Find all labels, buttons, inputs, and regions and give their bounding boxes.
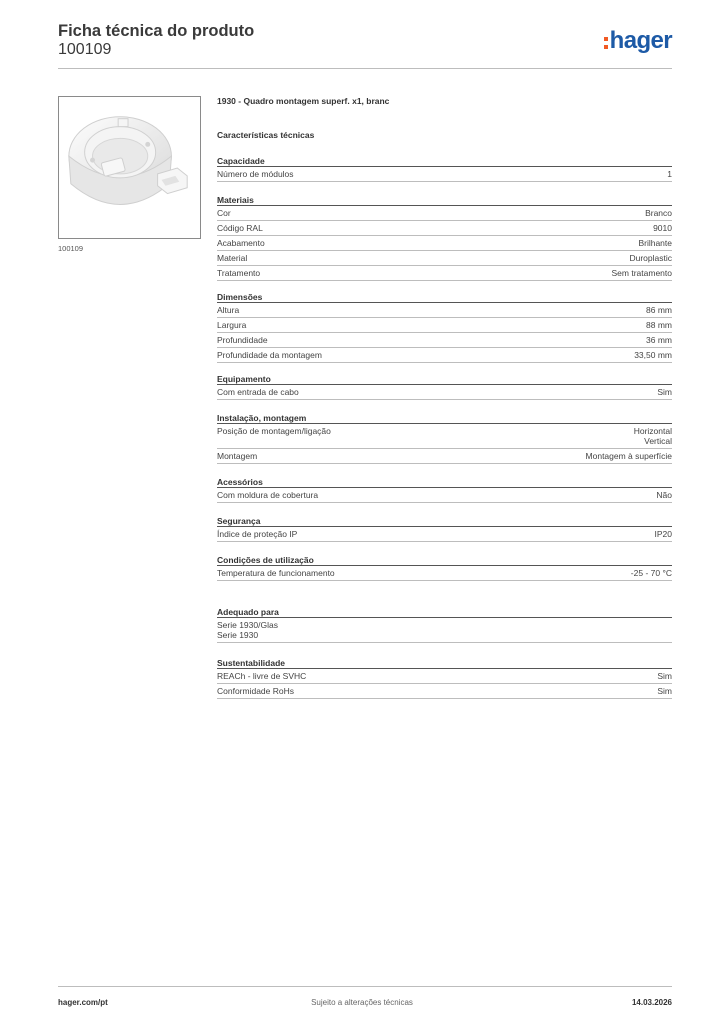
surface-box-illustration [59,97,200,238]
spec-row [217,333,672,348]
footer-date: 14.03.2026 [631,998,672,1007]
spec-label: Profundidade [217,335,268,345]
spec-label: Largura [217,320,247,330]
section-title: Sustentabilidade [217,657,672,669]
spec-label: Número de módulos [217,169,294,179]
spec-row [217,348,672,363]
page-title: Ficha técnica do produto [58,22,255,40]
spec-label: Temperatura de funcionamento [217,568,335,578]
spec-label: Código RAL [217,223,263,233]
spec-label: Índice de proteção IP [217,529,298,539]
spec-value: 88 mm [646,320,672,330]
spec-row [217,221,672,236]
spec-row [217,618,672,643]
spec-row [217,251,672,266]
spec-row [217,449,672,464]
logo-dots-icon [604,37,608,49]
section-condicoes [217,554,672,581]
spec-label: Com entrada de cabo [217,387,299,397]
spec-value: 36 mm [646,335,672,345]
characteristics-title: Características técnicas [217,130,315,140]
spec-value: 86 mm [646,305,672,315]
spec-value: IP20 [654,529,672,539]
hager-logo[interactable] [604,28,672,54]
section-title: Condições de utilização [217,554,672,566]
product-code: 100109 [58,41,112,58]
section-capacidade [217,155,672,182]
spec-row [217,385,672,400]
section-title: Materiais [217,194,672,206]
section-dimensoes [217,291,672,363]
spec-value: Sim [657,686,672,696]
section-seguranca [217,515,672,542]
product-name: 1930 - Quadro montagem superf. x1, branc [217,96,390,106]
spec-value: 33,50 mm [634,350,672,360]
spec-value: 9010 [653,223,672,233]
footer-divider [58,986,672,987]
section-title: Segurança [217,515,672,527]
section-adequado [217,606,672,643]
header [58,20,672,70]
spec-row [217,424,672,449]
spec-value: Montagem à superfície [585,451,672,461]
spec-label: Posição de montagem/ligação [217,426,331,436]
spec-row [217,206,672,221]
spec-label: Profundidade da montagem [217,350,322,360]
section-title: Adequado para [217,606,672,618]
spec-row [217,266,672,281]
section-title: Capacidade [217,155,672,167]
spec-value: Brilhante [638,238,672,248]
spec-row [217,167,672,182]
spec-row [217,566,672,581]
spec-value: Sem tratamento [611,268,672,278]
spec-label: REACh - livre de SVHC [217,671,307,681]
spec-row [217,684,672,699]
section-sustentabilidade [217,657,672,699]
section-title: Instalação, montagem [217,412,672,424]
spec-value: -25 - 70 °C [630,568,672,578]
image-caption: 100109 [58,244,84,253]
spec-label: Com moldura de cobertura [217,490,319,500]
spec-label: Montagem [217,451,258,461]
section-instalacao [217,412,672,464]
spec-row [217,669,672,684]
section-title: Equipamento [217,373,672,385]
spec-row [217,236,672,251]
header-divider [58,68,672,69]
footer-website-link[interactable]: hager.com/pt [58,998,108,1007]
spec-label: Acabamento [217,238,265,248]
spec-value: Horizontal Vertical [633,426,672,446]
spec-row [217,527,672,542]
spec-value: Duroplastic [629,253,672,263]
spec-label: Altura [217,305,240,315]
spec-label: Conformidade RoHs [217,686,295,696]
spec-label: Tratamento [217,268,261,278]
spec-label: Material [217,253,248,263]
spec-value: Sim [657,671,672,681]
spec-label: Cor [217,208,231,218]
spec-row [217,318,672,333]
spec-value: Sim [657,387,672,397]
logo-text: hager [609,27,672,54]
spec-row [217,303,672,318]
section-title: Acessórios [217,476,672,488]
product-image [58,96,201,239]
spec-value: 1 [667,169,672,179]
spec-value: Branco [645,208,672,218]
spec-label: Serie 1930/Glas Serie 1930 [217,620,278,640]
section-title: Dimensões [217,291,672,303]
section-materiais [217,194,672,281]
spec-row [217,488,672,503]
section-acessorios [217,476,672,503]
section-equipamento [217,373,672,400]
spec-value: Não [656,490,672,500]
footer-notice: Sujeito a alterações técnicas [311,998,413,1007]
